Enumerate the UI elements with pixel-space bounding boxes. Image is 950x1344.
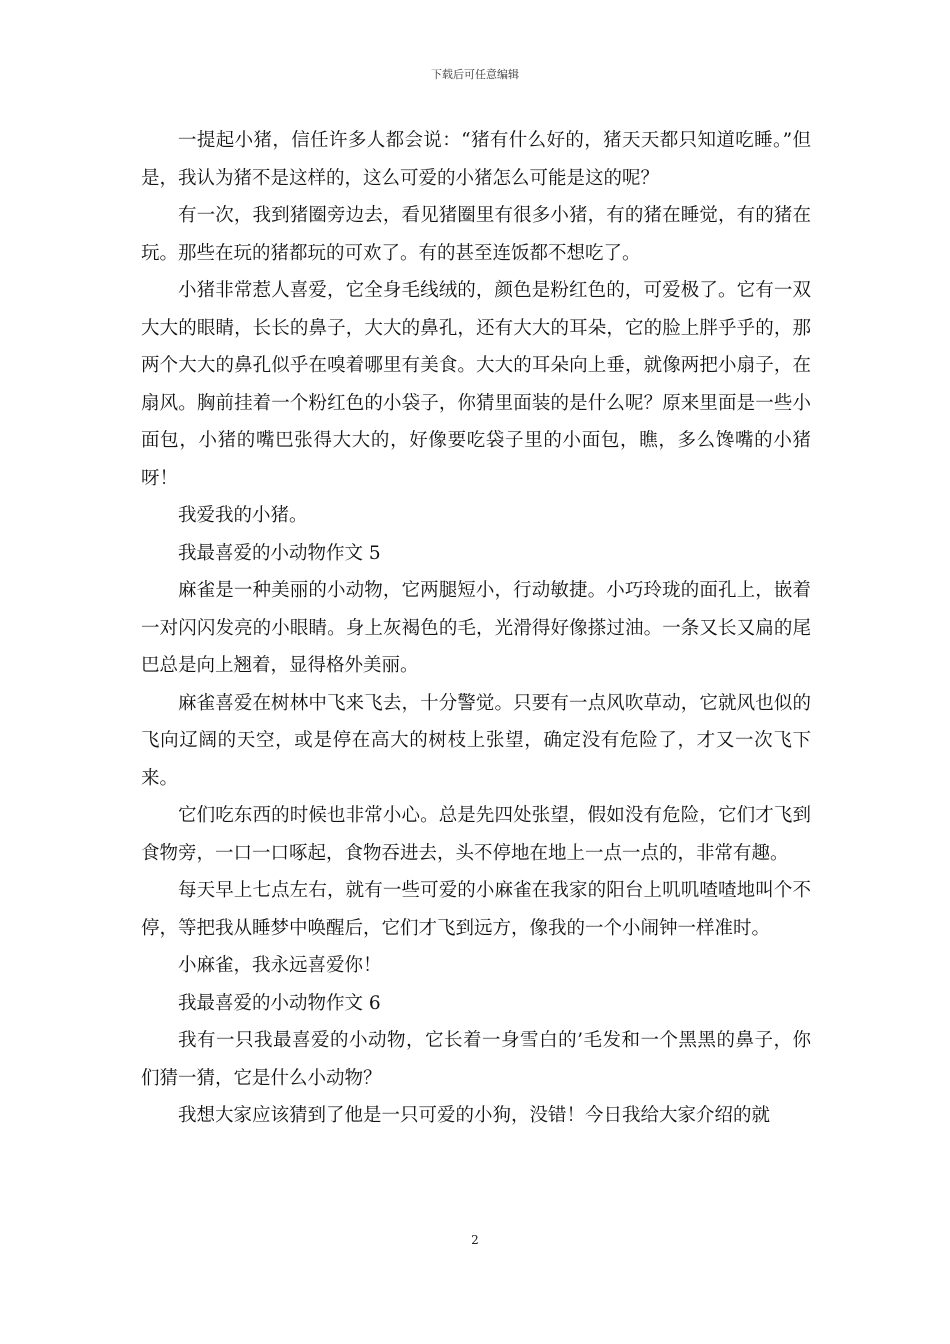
- document-body: [141, 122, 811, 1135]
- paragraph: 小麻雀，我永远喜爱你！: [178, 955, 382, 976]
- paragraph: 每天早上七点左右，就有一些可爱的小麻雀在我家的阳台上叽叽喳喳地叫个不停，等把我从睡梦中唤醒后，它们才飞到远方，像我的一个小闹钟一样准时。: [141, 880, 811, 939]
- paragraph: 我想大家应该猜到了他是一只可爱的小狗，没错！今日我给大家介绍的就: [178, 1105, 771, 1126]
- paragraph: 我有一只我最喜爱的小动物，它长着一身雪白的’毛发和一个黑黑的鼻子，你们猜一猜，它是什么小动物？: [141, 1030, 811, 1089]
- paragraph: 一提起小猪，信任许多人都会说：“猪有什么好的，猪天天都只知道吃睡。”但是，我认为猪不是这样的，这么可爱的小猪怎么可能是这的呢？: [141, 130, 811, 189]
- paragraph: 麻雀是一种美丽的小动物，它两腿短小，行动敏捷。小巧玲珑的面孔上，嵌着一对闪闪发亮的小眼睛。身上灰褐色的毛，光滑得好像搽过油。一条又长又扁的尾巴总是向上翘着，显得格外美丽。: [141, 580, 811, 676]
- paragraph: 小猪非常惹人喜爱，它全身毛线绒的，颜色是粉红色的，可爱极了。它有一双大大的眼睛，长长的鼻子，大大的鼻孔，还有大大的耳朵，它的脸上胖乎乎的，那两个大大的鼻孔似乎在嗅着哪里有美食。大大的耳朵向上垂，就像两把小扇子，在扇风。胸前挂着一个粉红色的小袋子，你猜里面装的是什么呢？原来里面是一些小面包，小猪的嘴巴张得大大的，好像要吃袋子里的小面包，瞧，多么馋嘴的小猪呀！: [141, 280, 811, 489]
- paragraph: 我爱我的小猪。: [178, 505, 308, 526]
- page-header: 下载后可任意编辑: [431, 68, 519, 81]
- paragraph: 麻雀喜爱在树林中飞来飞去，十分警觉。只要有一点风吹草动，它就风也似的飞向辽阔的天空，或是停在高大的树枝上张望，确定没有危险了，才又一次飞下来。: [141, 692, 811, 789]
- section-heading: 我最喜爱的小动物作文 5: [178, 542, 381, 564]
- paragraph: 有一次，我到猪圈旁边去，看见猪圈里有很多小猪，有的猪在睡觉，有的猪在玩。那些在玩的猪都玩的可欢了。有的甚至连饭都不想吃了。: [141, 205, 811, 264]
- section-heading: 我最喜爱的小动物作文 6: [178, 992, 381, 1014]
- paragraph: 它们吃东西的时候也非常小心。总是先四处张望，假如没有危险，它们才飞到食物旁，一口一口啄起，食物吞进去，头不停地在地上一点一点的，非常有趣。: [141, 805, 811, 864]
- page-number: 2: [471, 1233, 479, 1247]
